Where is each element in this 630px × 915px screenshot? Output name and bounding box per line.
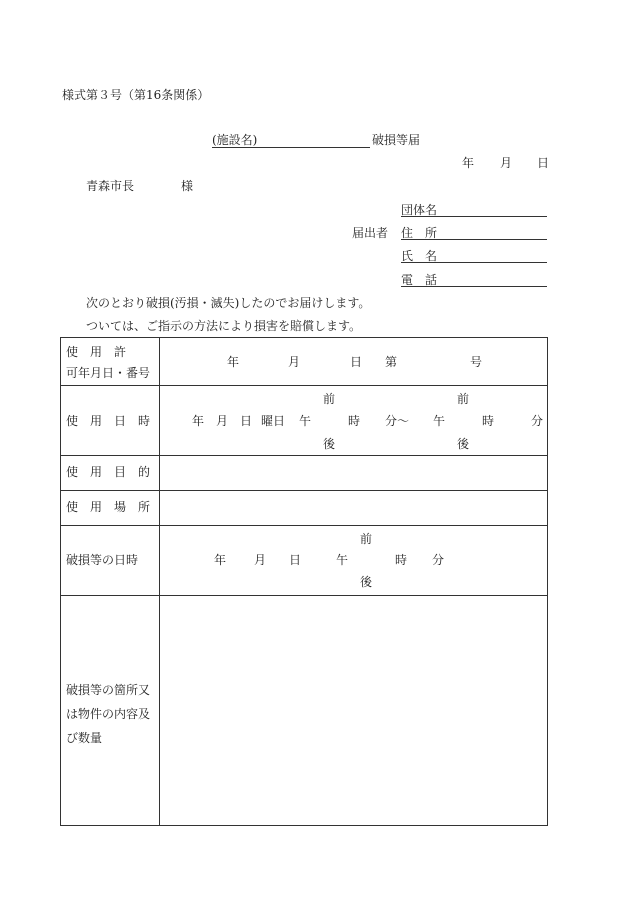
usage-purpose-label: 使 用 目 的 xyxy=(66,465,151,479)
usage-minute-end: 分 xyxy=(531,414,544,428)
damage-am: 前 xyxy=(360,532,373,546)
usage-am-end: 前 xyxy=(457,392,470,406)
permit-go: 号 xyxy=(470,355,483,369)
usage-hour-start: 時 xyxy=(348,414,361,428)
submitter-group-field[interactable] xyxy=(401,216,547,217)
date-year: 年 xyxy=(462,156,475,170)
usage-hour-end: 時 xyxy=(482,414,495,428)
submitter-address-label: 住 所 xyxy=(401,226,438,240)
usage-month: 月 xyxy=(216,414,229,428)
permit-field[interactable] xyxy=(160,338,548,384)
usage-am-start: 前 xyxy=(323,392,336,406)
permit-day: 日 xyxy=(350,355,363,369)
row-divider-1 xyxy=(61,385,547,386)
damage-month: 月 xyxy=(254,553,267,567)
facility-name-underline[interactable] xyxy=(212,147,370,148)
form-number: 様式第３号（第16条関係） xyxy=(62,88,210,102)
date-day: 日 xyxy=(537,156,550,170)
usage-noon-end: 午 xyxy=(433,414,446,428)
usage-pm-start: 後 xyxy=(323,437,336,451)
usage-purpose-field[interactable] xyxy=(160,456,548,490)
usage-minute-start: 分～ xyxy=(385,414,410,428)
damage-day: 日 xyxy=(289,553,302,567)
damage-datetime-label: 破損等の日時 xyxy=(66,553,139,567)
usage-pm-end: 後 xyxy=(457,437,470,451)
submitter-group-label: 団体名 xyxy=(401,203,438,217)
addressee-honorific: 様 xyxy=(181,179,194,193)
submitter-label: 届出者 xyxy=(352,226,389,240)
body-text-line1: 次のとおり破損(汚損・滅失)したのでお届けします。 xyxy=(86,296,371,310)
submitter-address-field[interactable] xyxy=(401,239,547,240)
damage-minute: 分 xyxy=(432,553,445,567)
permit-label-line1: 使 用 許 xyxy=(66,345,127,359)
permit-year: 年 xyxy=(227,355,240,369)
report-title: 破損等届 xyxy=(372,133,421,147)
damage-year: 年 xyxy=(214,553,227,567)
date-month: 月 xyxy=(500,156,513,170)
usage-location-field[interactable] xyxy=(160,491,548,525)
submitter-name-label: 氏 名 xyxy=(401,249,438,263)
damage-details-label-line1: 破損等の箇所又 xyxy=(66,683,151,697)
usage-year: 年 xyxy=(192,414,205,428)
permit-label-line2: 可年月日・番号 xyxy=(66,366,151,380)
usage-weekday: 曜日 xyxy=(261,414,286,428)
submitter-phone-label: 電 話 xyxy=(401,273,438,287)
addressee-name: 青森市長 xyxy=(86,179,135,193)
damage-pm: 後 xyxy=(360,575,373,589)
usage-datetime-label: 使 用 日 時 xyxy=(66,414,151,428)
damage-details-field[interactable] xyxy=(160,596,548,825)
damage-report-table xyxy=(60,337,548,826)
permit-dai: 第 xyxy=(385,355,398,369)
damage-details-label-line3: び数量 xyxy=(66,731,103,745)
damage-noon: 午 xyxy=(336,553,349,567)
facility-name-label: (施設名) xyxy=(212,133,258,147)
usage-noon-start: 午 xyxy=(299,414,312,428)
usage-day: 日 xyxy=(240,414,253,428)
damage-hour: 時 xyxy=(395,553,408,567)
damage-details-label-line2: は物件の内容及 xyxy=(66,707,151,721)
permit-month: 月 xyxy=(288,355,301,369)
body-text-line2: ついては、ご指示の方法により損害を賠償します。 xyxy=(86,319,362,333)
row-divider-4 xyxy=(61,525,547,526)
usage-location-label: 使 用 場 所 xyxy=(66,500,151,514)
submitter-name-field[interactable] xyxy=(401,262,547,263)
submitter-phone-field[interactable] xyxy=(401,286,547,287)
